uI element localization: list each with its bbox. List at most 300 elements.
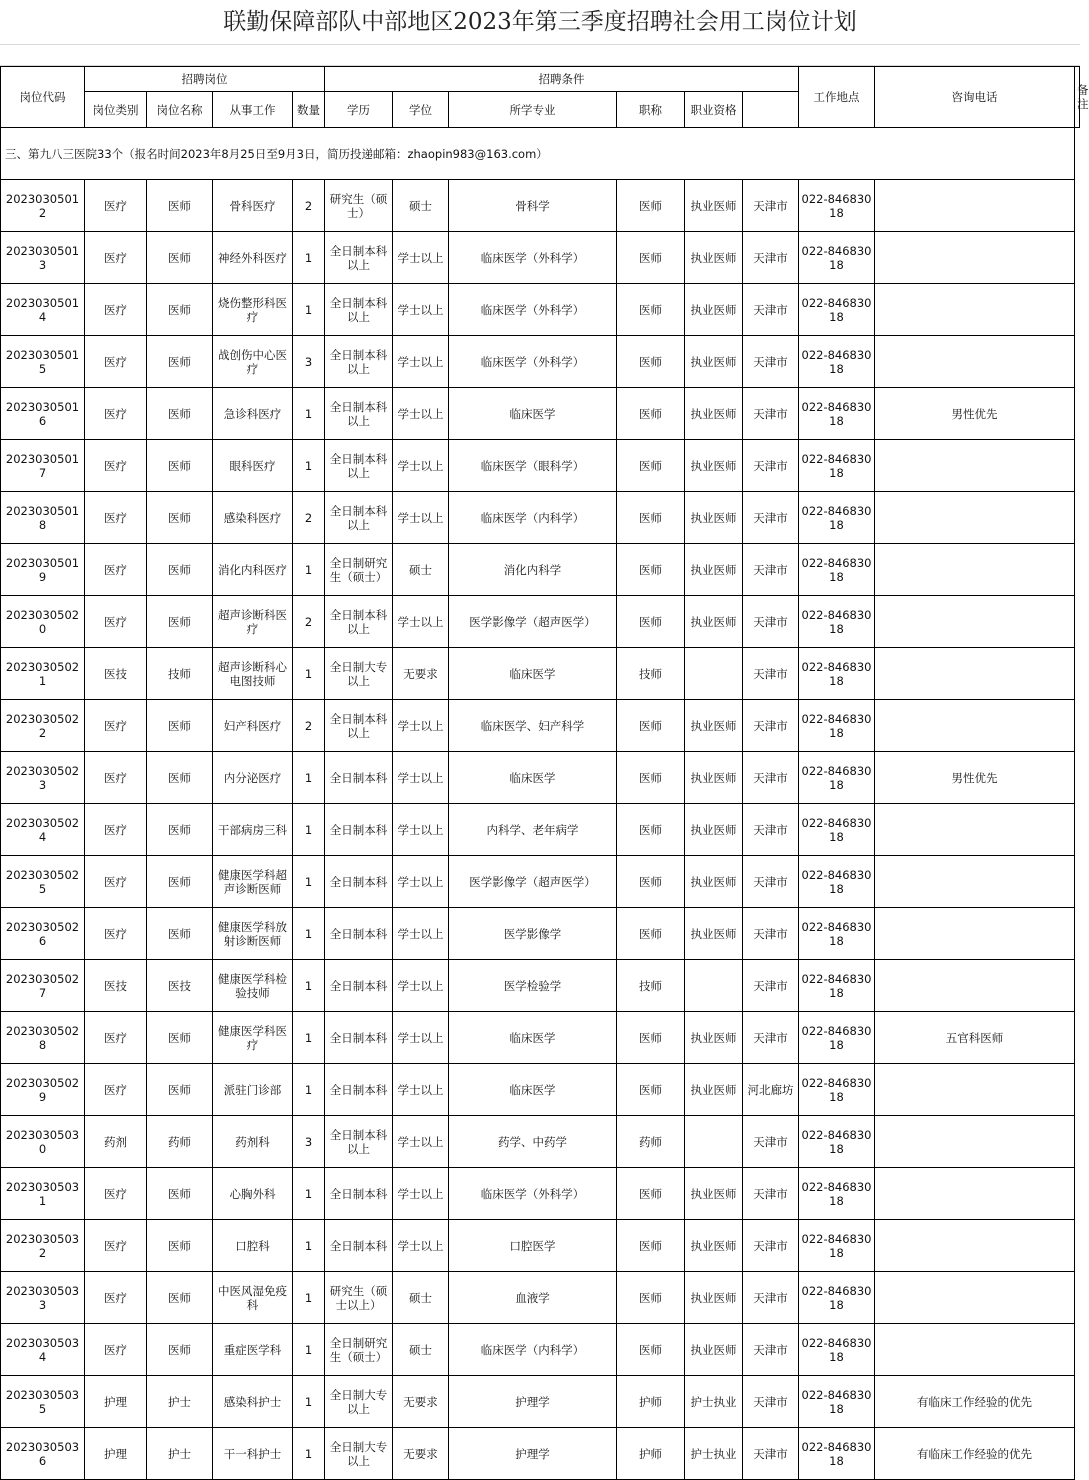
cell-code: 20230305013 [1, 232, 85, 284]
cell-category: 医疗 [85, 752, 147, 804]
cell-education: 全日制本科以上 [325, 388, 393, 440]
cell-major: 临床医学（外科学） [449, 336, 617, 388]
cell-work: 中医风湿免疫科 [213, 1272, 293, 1324]
cell-major: 临床医学（内科学） [449, 492, 617, 544]
table-row [1, 804, 1080, 856]
cell-qualification: 执业医师 [685, 1220, 743, 1272]
cell-location: 天津市 [743, 492, 799, 544]
table-row [1, 1168, 1080, 1220]
header-row-1 [1, 67, 1080, 92]
cell-qualification [685, 960, 743, 1012]
cell-degree: 学士以上 [393, 1220, 449, 1272]
cell-code: 20230305018 [1, 492, 85, 544]
cell-location: 天津市 [743, 1012, 799, 1064]
cell-location: 天津市 [743, 1116, 799, 1168]
cell-education: 研究生（硕士以上） [325, 1272, 393, 1324]
cell-phone: 022-84683018 [799, 752, 875, 804]
cell-category: 药剂 [85, 1116, 147, 1168]
cell-location: 天津市 [743, 1428, 799, 1480]
cell-location: 天津市 [743, 1376, 799, 1428]
header-phone: 咨询电话 [875, 67, 1075, 128]
cell-note [875, 908, 1075, 960]
cell-name: 医师 [147, 856, 213, 908]
cell-code: 20230305021 [1, 648, 85, 700]
cell-degree: 无要求 [393, 648, 449, 700]
cell-category: 医疗 [85, 232, 147, 284]
cell-work: 烧伤整形科医疗 [213, 284, 293, 336]
cell-count: 1 [293, 1428, 325, 1480]
cell-note [875, 648, 1075, 700]
cell-work: 急诊科医疗 [213, 388, 293, 440]
cell-title-rank: 医师 [617, 752, 685, 804]
table-row [1, 1428, 1080, 1480]
cell-work: 感染科医疗 [213, 492, 293, 544]
cell-code: 20230305033 [1, 1272, 85, 1324]
cell-phone: 022-84683018 [799, 284, 875, 336]
cell-education: 全日制本科 [325, 1220, 393, 1272]
cell-location: 天津市 [743, 752, 799, 804]
cell-work: 眼科医疗 [213, 440, 293, 492]
cell-code: 20230305012 [1, 180, 85, 232]
cell-major: 骨科学 [449, 180, 617, 232]
cell-qualification: 执业医师 [685, 544, 743, 596]
cell-location: 天津市 [743, 648, 799, 700]
cell-degree: 学士以上 [393, 856, 449, 908]
cell-code: 20230305024 [1, 804, 85, 856]
cell-name: 医师 [147, 1324, 213, 1376]
table-row [1, 440, 1080, 492]
cell-category: 医疗 [85, 1324, 147, 1376]
cell-name: 技师 [147, 648, 213, 700]
cell-title-rank: 医师 [617, 1168, 685, 1220]
cell-code: 20230305036 [1, 1428, 85, 1480]
cell-degree: 学士以上 [393, 752, 449, 804]
cell-major: 消化内科学 [449, 544, 617, 596]
cell-note [875, 1220, 1075, 1272]
table-row [1, 700, 1080, 752]
cell-note [875, 700, 1075, 752]
cell-title-rank: 医师 [617, 596, 685, 648]
cell-name: 医师 [147, 388, 213, 440]
cell-count: 1 [293, 752, 325, 804]
cell-qualification: 执业医师 [685, 1324, 743, 1376]
cell-name: 药师 [147, 1116, 213, 1168]
table-row [1, 752, 1080, 804]
cell-code: 20230305035 [1, 1376, 85, 1428]
cell-category: 医疗 [85, 1220, 147, 1272]
cell-count: 1 [293, 856, 325, 908]
cell-note [875, 440, 1075, 492]
cell-code: 20230305032 [1, 1220, 85, 1272]
table-row [1, 544, 1080, 596]
cell-note: 有临床工作经验的优先 [875, 1428, 1075, 1480]
recruitment-table [0, 66, 1089, 1480]
cell-count: 1 [293, 284, 325, 336]
cell-category: 医疗 [85, 908, 147, 960]
cell-name: 护士 [147, 1428, 213, 1480]
cell-code: 20230305017 [1, 440, 85, 492]
cell-note: 有临床工作经验的优先 [875, 1376, 1075, 1428]
cell-note [875, 336, 1075, 388]
cell-note [875, 1324, 1075, 1376]
cell-qualification: 执业医师 [685, 700, 743, 752]
cell-code: 20230305025 [1, 856, 85, 908]
cell-name: 医师 [147, 908, 213, 960]
table-row [1, 180, 1080, 232]
cell-code: 20230305015 [1, 336, 85, 388]
cell-location: 天津市 [743, 1220, 799, 1272]
cell-major: 临床医学 [449, 1012, 617, 1064]
cell-title-rank: 技师 [617, 648, 685, 700]
cell-name: 医师 [147, 1272, 213, 1324]
cell-phone: 022-84683018 [799, 1220, 875, 1272]
cell-qualification: 执业医师 [685, 856, 743, 908]
table-row [1, 492, 1080, 544]
cell-qualification: 执业医师 [685, 804, 743, 856]
cell-category: 医疗 [85, 388, 147, 440]
cell-work: 干部病房三科 [213, 804, 293, 856]
cell-major: 医学检验学 [449, 960, 617, 1012]
table-row [1, 596, 1080, 648]
cell-code: 20230305028 [1, 1012, 85, 1064]
cell-work: 干一科护士 [213, 1428, 293, 1480]
cell-location: 天津市 [743, 960, 799, 1012]
table-row [1, 336, 1080, 388]
cell-name: 医师 [147, 284, 213, 336]
cell-title-rank: 医师 [617, 1064, 685, 1116]
cell-location: 天津市 [743, 388, 799, 440]
header-education: 学历 [325, 92, 393, 128]
cell-education: 全日制本科 [325, 856, 393, 908]
cell-phone: 022-84683018 [799, 336, 875, 388]
cell-category: 医疗 [85, 856, 147, 908]
cell-category: 医疗 [85, 180, 147, 232]
cell-title-rank: 医师 [617, 544, 685, 596]
cell-count: 1 [293, 648, 325, 700]
cell-education: 全日制本科 [325, 804, 393, 856]
cell-degree: 硕士 [393, 544, 449, 596]
cell-code: 20230305014 [1, 284, 85, 336]
cell-major: 护理学 [449, 1428, 617, 1480]
cell-major: 医学影像学 [449, 908, 617, 960]
cell-location: 天津市 [743, 856, 799, 908]
cell-count: 1 [293, 908, 325, 960]
cell-degree: 学士以上 [393, 596, 449, 648]
cell-qualification: 护士执业 [685, 1428, 743, 1480]
cell-degree: 学士以上 [393, 440, 449, 492]
header-location: 工作地点 [799, 67, 875, 128]
cell-name: 医师 [147, 180, 213, 232]
header-degree: 学位 [393, 92, 449, 128]
cell-qualification: 执业医师 [685, 1064, 743, 1116]
cell-qualification: 执业医师 [685, 752, 743, 804]
cell-name: 医师 [147, 1168, 213, 1220]
cell-category: 医疗 [85, 1064, 147, 1116]
cell-location: 天津市 [743, 1168, 799, 1220]
title-spacer [0, 45, 1080, 66]
cell-name: 医师 [147, 804, 213, 856]
cell-education: 全日制研究生（硕士） [325, 1324, 393, 1376]
cell-education: 全日制本科以上 [325, 440, 393, 492]
cell-education: 全日制本科以上 [325, 596, 393, 648]
cell-title-rank: 护师 [617, 1428, 685, 1480]
cell-phone: 022-84683018 [799, 1428, 875, 1480]
cell-location: 天津市 [743, 232, 799, 284]
table-row [1, 648, 1080, 700]
cell-title-rank: 医师 [617, 804, 685, 856]
cell-title-rank: 医师 [617, 284, 685, 336]
cell-education: 全日制本科 [325, 960, 393, 1012]
table-row [1, 1376, 1080, 1428]
cell-count: 1 [293, 388, 325, 440]
cell-work: 口腔科 [213, 1220, 293, 1272]
cell-education: 全日制本科 [325, 1064, 393, 1116]
cell-major: 临床医学 [449, 388, 617, 440]
cell-code: 20230305016 [1, 388, 85, 440]
cell-count: 1 [293, 1064, 325, 1116]
cell-phone: 022-84683018 [799, 596, 875, 648]
cell-location: 天津市 [743, 908, 799, 960]
cell-major: 医学影像学（超声医学） [449, 596, 617, 648]
cell-education: 全日制大专以上 [325, 1376, 393, 1428]
table-row [1, 232, 1080, 284]
cell-category: 医疗 [85, 440, 147, 492]
cell-major: 临床医学 [449, 648, 617, 700]
cell-note [875, 1168, 1075, 1220]
cell-degree: 学士以上 [393, 1012, 449, 1064]
cell-name: 医师 [147, 544, 213, 596]
cell-phone: 022-84683018 [799, 1272, 875, 1324]
cell-count: 1 [293, 440, 325, 492]
cell-name: 医师 [147, 492, 213, 544]
cell-major: 药学、中药学 [449, 1116, 617, 1168]
cell-qualification: 执业医师 [685, 596, 743, 648]
cell-name: 医师 [147, 1012, 213, 1064]
cell-code: 20230305030 [1, 1116, 85, 1168]
cell-code: 20230305023 [1, 752, 85, 804]
cell-qualification: 护士执业 [685, 1376, 743, 1428]
cell-category: 医疗 [85, 336, 147, 388]
header-major: 所学专业 [449, 92, 617, 128]
cell-code: 20230305031 [1, 1168, 85, 1220]
cell-major: 临床医学（外科学） [449, 1168, 617, 1220]
cell-name: 医师 [147, 232, 213, 284]
cell-count: 1 [293, 1324, 325, 1376]
cell-major: 临床医学 [449, 1064, 617, 1116]
cell-location: 天津市 [743, 440, 799, 492]
table-row [1, 856, 1080, 908]
cell-degree: 硕士 [393, 180, 449, 232]
cell-title-rank: 医师 [617, 1220, 685, 1272]
cell-location: 天津市 [743, 180, 799, 232]
cell-count: 1 [293, 544, 325, 596]
section-row [1, 128, 1080, 180]
cell-title-rank: 医师 [617, 1012, 685, 1064]
cell-location: 天津市 [743, 596, 799, 648]
cell-note [875, 180, 1075, 232]
cell-major: 临床医学（眼科学） [449, 440, 617, 492]
cell-title-rank: 医师 [617, 232, 685, 284]
table-row [1, 388, 1080, 440]
cell-count: 2 [293, 596, 325, 648]
cell-location: 天津市 [743, 1324, 799, 1376]
cell-work: 派驻门诊部 [213, 1064, 293, 1116]
cell-category: 医疗 [85, 700, 147, 752]
cell-category: 护理 [85, 1376, 147, 1428]
cell-category: 护理 [85, 1428, 147, 1480]
cell-title-rank: 医师 [617, 908, 685, 960]
cell-count: 2 [293, 700, 325, 752]
header-code: 岗位代码 [1, 67, 85, 128]
cell-education: 全日制本科以上 [325, 1116, 393, 1168]
cell-degree: 学士以上 [393, 960, 449, 1012]
cell-qualification: 执业医师 [685, 284, 743, 336]
cell-category: 医疗 [85, 492, 147, 544]
header-note: 备注 [1075, 67, 1080, 128]
cell-title-rank: 医师 [617, 440, 685, 492]
cell-name: 医师 [147, 440, 213, 492]
cell-qualification [685, 1116, 743, 1168]
cell-work: 健康医学科检验技师 [213, 960, 293, 1012]
cell-degree: 学士以上 [393, 388, 449, 440]
cell-count: 1 [293, 1272, 325, 1324]
cell-note [875, 596, 1075, 648]
cell-note [875, 1272, 1075, 1324]
cell-count: 1 [293, 804, 325, 856]
cell-category: 医疗 [85, 596, 147, 648]
header-name: 岗位名称 [147, 92, 213, 128]
cell-phone: 022-84683018 [799, 700, 875, 752]
cell-education: 全日制本科以上 [325, 492, 393, 544]
cell-phone: 022-84683018 [799, 648, 875, 700]
cell-degree: 学士以上 [393, 492, 449, 544]
cell-qualification: 执业医师 [685, 492, 743, 544]
cell-education: 全日制本科以上 [325, 284, 393, 336]
cell-name: 医师 [147, 336, 213, 388]
cell-work: 健康医学科超声诊断医师 [213, 856, 293, 908]
header-count: 数量 [293, 92, 325, 128]
cell-phone: 022-84683018 [799, 1064, 875, 1116]
cell-note [875, 804, 1075, 856]
cell-title-rank: 药师 [617, 1116, 685, 1168]
cell-work: 健康医学科放射诊断医师 [213, 908, 293, 960]
header-title-rank: 职称 [617, 92, 685, 128]
cell-count: 1 [293, 1376, 325, 1428]
cell-phone: 022-84683018 [799, 180, 875, 232]
cell-phone: 022-84683018 [799, 908, 875, 960]
table-row [1, 284, 1080, 336]
cell-work: 战创伤中心医疗 [213, 336, 293, 388]
cell-degree: 学士以上 [393, 232, 449, 284]
cell-title-rank: 医师 [617, 388, 685, 440]
cell-phone: 022-84683018 [799, 544, 875, 596]
cell-title-rank: 技师 [617, 960, 685, 1012]
cell-name: 医技 [147, 960, 213, 1012]
cell-degree: 无要求 [393, 1376, 449, 1428]
cell-degree: 学士以上 [393, 1168, 449, 1220]
cell-code: 20230305027 [1, 960, 85, 1012]
cell-count: 1 [293, 1168, 325, 1220]
cell-phone: 022-84683018 [799, 388, 875, 440]
cell-count: 2 [293, 180, 325, 232]
cell-work: 骨科医疗 [213, 180, 293, 232]
cell-major: 临床医学（内科学） [449, 1324, 617, 1376]
cell-name: 医师 [147, 1064, 213, 1116]
cell-count: 1 [293, 232, 325, 284]
cell-phone: 022-84683018 [799, 440, 875, 492]
cell-category: 医疗 [85, 284, 147, 336]
cell-phone: 022-84683018 [799, 232, 875, 284]
cell-category: 医疗 [85, 544, 147, 596]
cell-degree: 硕士 [393, 1324, 449, 1376]
section-title: 三、第九八三医院33个（报名时间2023年8月25日至9月3日，简历投递邮箱：zhaopin983@163.com） [1, 128, 1075, 180]
cell-qualification: 执业医师 [685, 1168, 743, 1220]
cell-location: 天津市 [743, 700, 799, 752]
cell-major: 血液学 [449, 1272, 617, 1324]
header-qualification: 职业资格 [685, 92, 743, 128]
cell-code: 20230305022 [1, 700, 85, 752]
cell-category: 医技 [85, 648, 147, 700]
cell-major: 临床医学（外科学） [449, 232, 617, 284]
cell-education: 全日制本科 [325, 752, 393, 804]
header-work: 从事工作 [213, 92, 293, 128]
cell-education: 全日制本科 [325, 1168, 393, 1220]
cell-degree: 学士以上 [393, 336, 449, 388]
cell-education: 全日制本科以上 [325, 336, 393, 388]
cell-location: 天津市 [743, 544, 799, 596]
cell-degree: 硕士 [393, 1272, 449, 1324]
cell-work: 内分泌医疗 [213, 752, 293, 804]
cell-note [875, 960, 1075, 1012]
cell-qualification: 执业医师 [685, 336, 743, 388]
cell-major: 临床医学 [449, 752, 617, 804]
cell-category: 医技 [85, 960, 147, 1012]
cell-phone: 022-84683018 [799, 1168, 875, 1220]
table-row [1, 1012, 1080, 1064]
cell-phone: 022-84683018 [799, 1324, 875, 1376]
cell-qualification [685, 648, 743, 700]
cell-note [875, 856, 1075, 908]
cell-education: 全日制研究生（硕士） [325, 544, 393, 596]
cell-qualification: 执业医师 [685, 440, 743, 492]
cell-qualification: 执业医师 [685, 1012, 743, 1064]
cell-location: 天津市 [743, 804, 799, 856]
cell-phone: 022-84683018 [799, 1116, 875, 1168]
cell-note [875, 1116, 1075, 1168]
cell-note: 男性优先 [875, 388, 1075, 440]
cell-code: 20230305029 [1, 1064, 85, 1116]
cell-qualification: 执业医师 [685, 388, 743, 440]
cell-education: 全日制大专以上 [325, 1428, 393, 1480]
cell-note [875, 1064, 1075, 1116]
cell-name: 医师 [147, 700, 213, 752]
table-row [1, 908, 1080, 960]
cell-title-rank: 医师 [617, 1324, 685, 1376]
table-row [1, 960, 1080, 1012]
cell-note [875, 232, 1075, 284]
cell-title-rank: 医师 [617, 492, 685, 544]
cell-name: 护士 [147, 1376, 213, 1428]
cell-work: 药剂科 [213, 1116, 293, 1168]
cell-note: 男性优先 [875, 752, 1075, 804]
header-category: 岗位类别 [85, 92, 147, 128]
cell-name: 医师 [147, 752, 213, 804]
cell-location: 天津市 [743, 1272, 799, 1324]
cell-degree: 学士以上 [393, 700, 449, 752]
cell-note: 五官科医师 [875, 1012, 1075, 1064]
cell-phone: 022-84683018 [799, 804, 875, 856]
cell-work: 消化内科医疗 [213, 544, 293, 596]
